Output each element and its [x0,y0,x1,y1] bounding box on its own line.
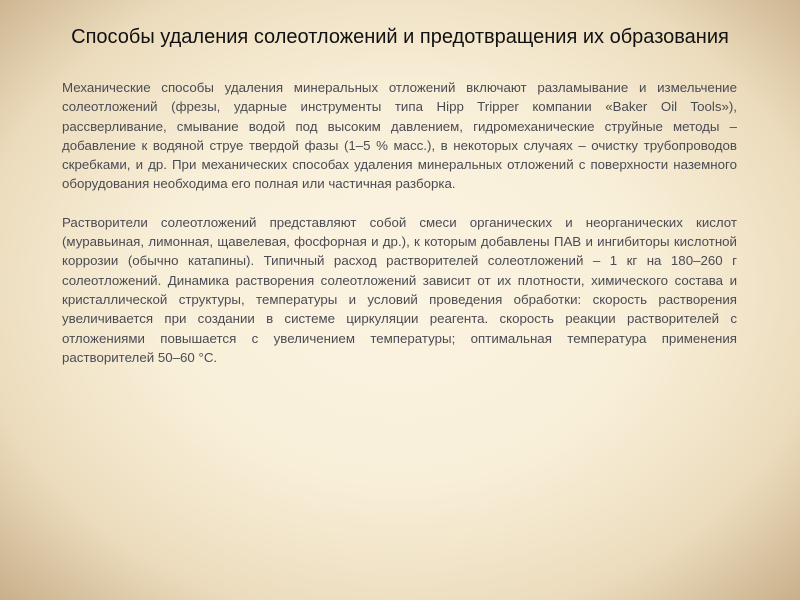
slide-title: Способы удаления солеотложений и предотвращения их образования [71,26,729,48]
paragraph-solvents: Растворители солеотложений представляют собой смеси органических и неорганических кислот (муравьиная, лимонная, щавелевая, фосфорная и др.), к которым добавлены ПАВ и ингибиторы кислотной коррозии (обычно катапины). Типичный расход растворителей солеотложений – 1 кг на 180–260 г солеотложений. Динамика растворения солеотложений зависит от их плотности, химического состава и кристаллической структуры, температуры и условий проведения обработки: скорость растворения увеличивается при создании в системе циркуляции реагента. скорость реакции растворителей с отложениями повышается с увеличением температуры; оптимальная температура применения растворителей 50–60 °C. [62,214,737,365]
slide-body [62,78,737,367]
paragraph-mechanical-methods: Механические способы удаления минеральных отложений включают разламывание и измельчение солеотложений (фрезы, ударные инструменты типа Hipp Tripper компании «Baker Oil Tools»), рассверливание, смывание водой под высоким давлением, гидромеханические струйные методы – добавление к водяной струе твердой фазы (1–5 % масс.), в некоторых случаях – очистку трубопроводов скребками, и др. При механических способах удаления минеральных отложений с поверхности наземного оборудования необходима его полная или частичная разборка. [62,80,737,192]
